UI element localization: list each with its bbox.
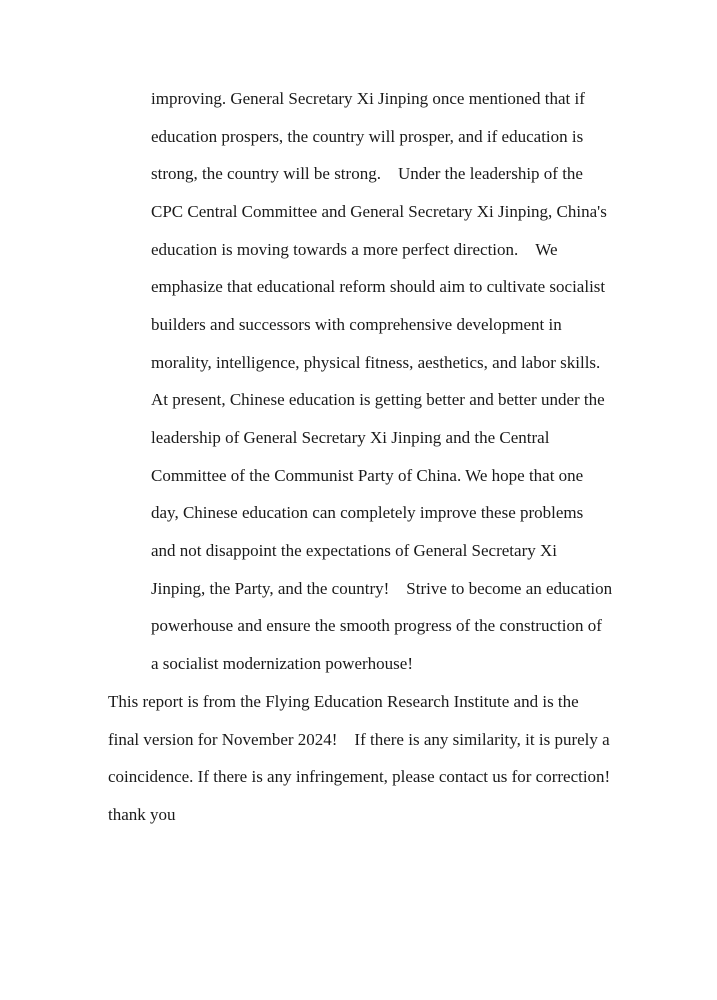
body-line-16: a socialist modernization powerhouse! [151, 654, 414, 673]
footer-line-1: This report is from the Flying Education Research Institute and is the [108, 692, 579, 711]
body-line-5: education is moving towards a more perfect direction. We [151, 240, 558, 259]
body-line-2: education prospers, the country will prosper, and if education is [151, 127, 584, 146]
body-line-10: leadership of General Secretary Xi Jinping and the Central [151, 428, 550, 447]
body-line-15: powerhouse and ensure the smooth progress of the construction of [151, 616, 602, 635]
footer-line-3: coincidence. If there is any infringement, please contact us for correction! [108, 767, 611, 786]
body-line-9: At present, Chinese education is getting better and better under the [151, 390, 605, 409]
footer-line-2: final version for November 2024! If there is any similarity, it is purely a [108, 730, 610, 749]
body-line-4: CPC Central Committee and General Secretary Xi Jinping, China's [151, 202, 607, 221]
body-line-6: emphasize that educational reform should aim to cultivate socialist [151, 277, 606, 296]
body-line-14: Jinping, the Party, and the country! Strive to become an education [151, 579, 613, 598]
footer-line-4: thank you [108, 805, 176, 824]
body-line-1: improving. General Secretary Xi Jinping once mentioned that if [151, 89, 585, 108]
body-line-7: builders and successors with comprehensive development in [151, 315, 562, 334]
body-line-8: morality, intelligence, physical fitness, aesthetics, and labor skills. [151, 353, 601, 372]
body-line-3: strong, the country will be strong. Under the leadership of the [151, 164, 583, 183]
body-line-11: Committee of the Communist Party of China. We hope that one [151, 466, 584, 485]
body-line-13: and not disappoint the expectations of General Secretary Xi [151, 541, 557, 560]
body-line-12: day, Chinese education can completely improve these problems [151, 503, 584, 522]
